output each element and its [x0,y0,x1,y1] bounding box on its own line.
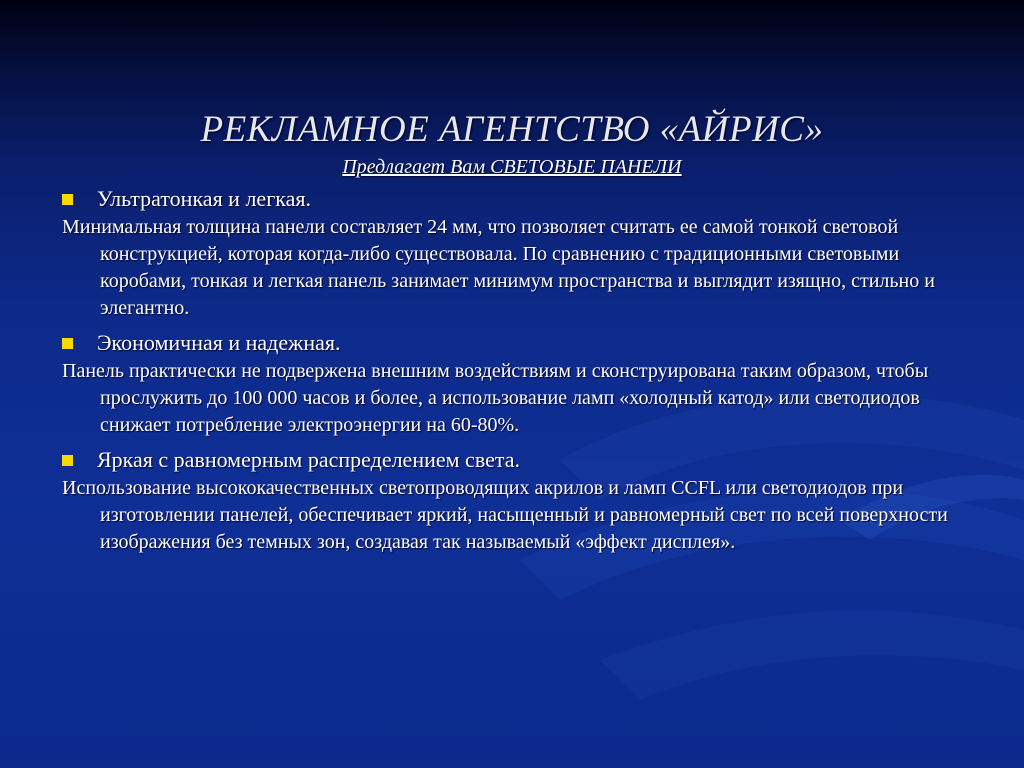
square-bullet-icon [62,455,73,466]
slide-title: РЕКЛАМНОЕ АГЕНТСТВО «АЙРИС» [200,109,824,150]
bullet-heading: Экономичная и надежная. [97,330,341,355]
bullet-item [62,184,962,214]
bullet-heading: Яркая с равномерным распределением света. [97,447,520,472]
bullet-item [62,328,962,358]
bullet-item [62,445,962,475]
square-bullet-icon [62,194,73,205]
bullet-description: Панель практически не подвержена внешним воздействиям и сконструирована таким образом, чтобы прослужить до 100 000 часов и более, а использование ламп «холодный катод» или светодиодов снижает потребление электроэнергии на 60-80%. [62,360,929,436]
bullet-heading: Ультратонкая и легкая. [97,186,311,211]
bullet-description: Минимальная толщина панели составляет 24 мм, что позволяет считать ее самой тонкой световой конструкцией, которая когда-либо существовала. По сравнению с традиционными световыми коробами, тонкая и легкая панель занимает минимум пространства и выглядит изящно, стильно и элегантно. [62,216,935,319]
slide-subtitle: Предлагает Вам СВЕТОВЫЕ ПАНЕЛИ [342,156,682,178]
square-bullet-icon [62,338,73,349]
bullet-description: Использование высококачественных светопроводящих акрилов и ламп CCFL или светодиодов при изготовлении панелей, обеспечивает яркий, насыщенный и равномерный свет по всей поверхности изображения без темных зон, создавая так называемый «эффект дисплея». [62,477,948,553]
content-body [62,184,962,562]
